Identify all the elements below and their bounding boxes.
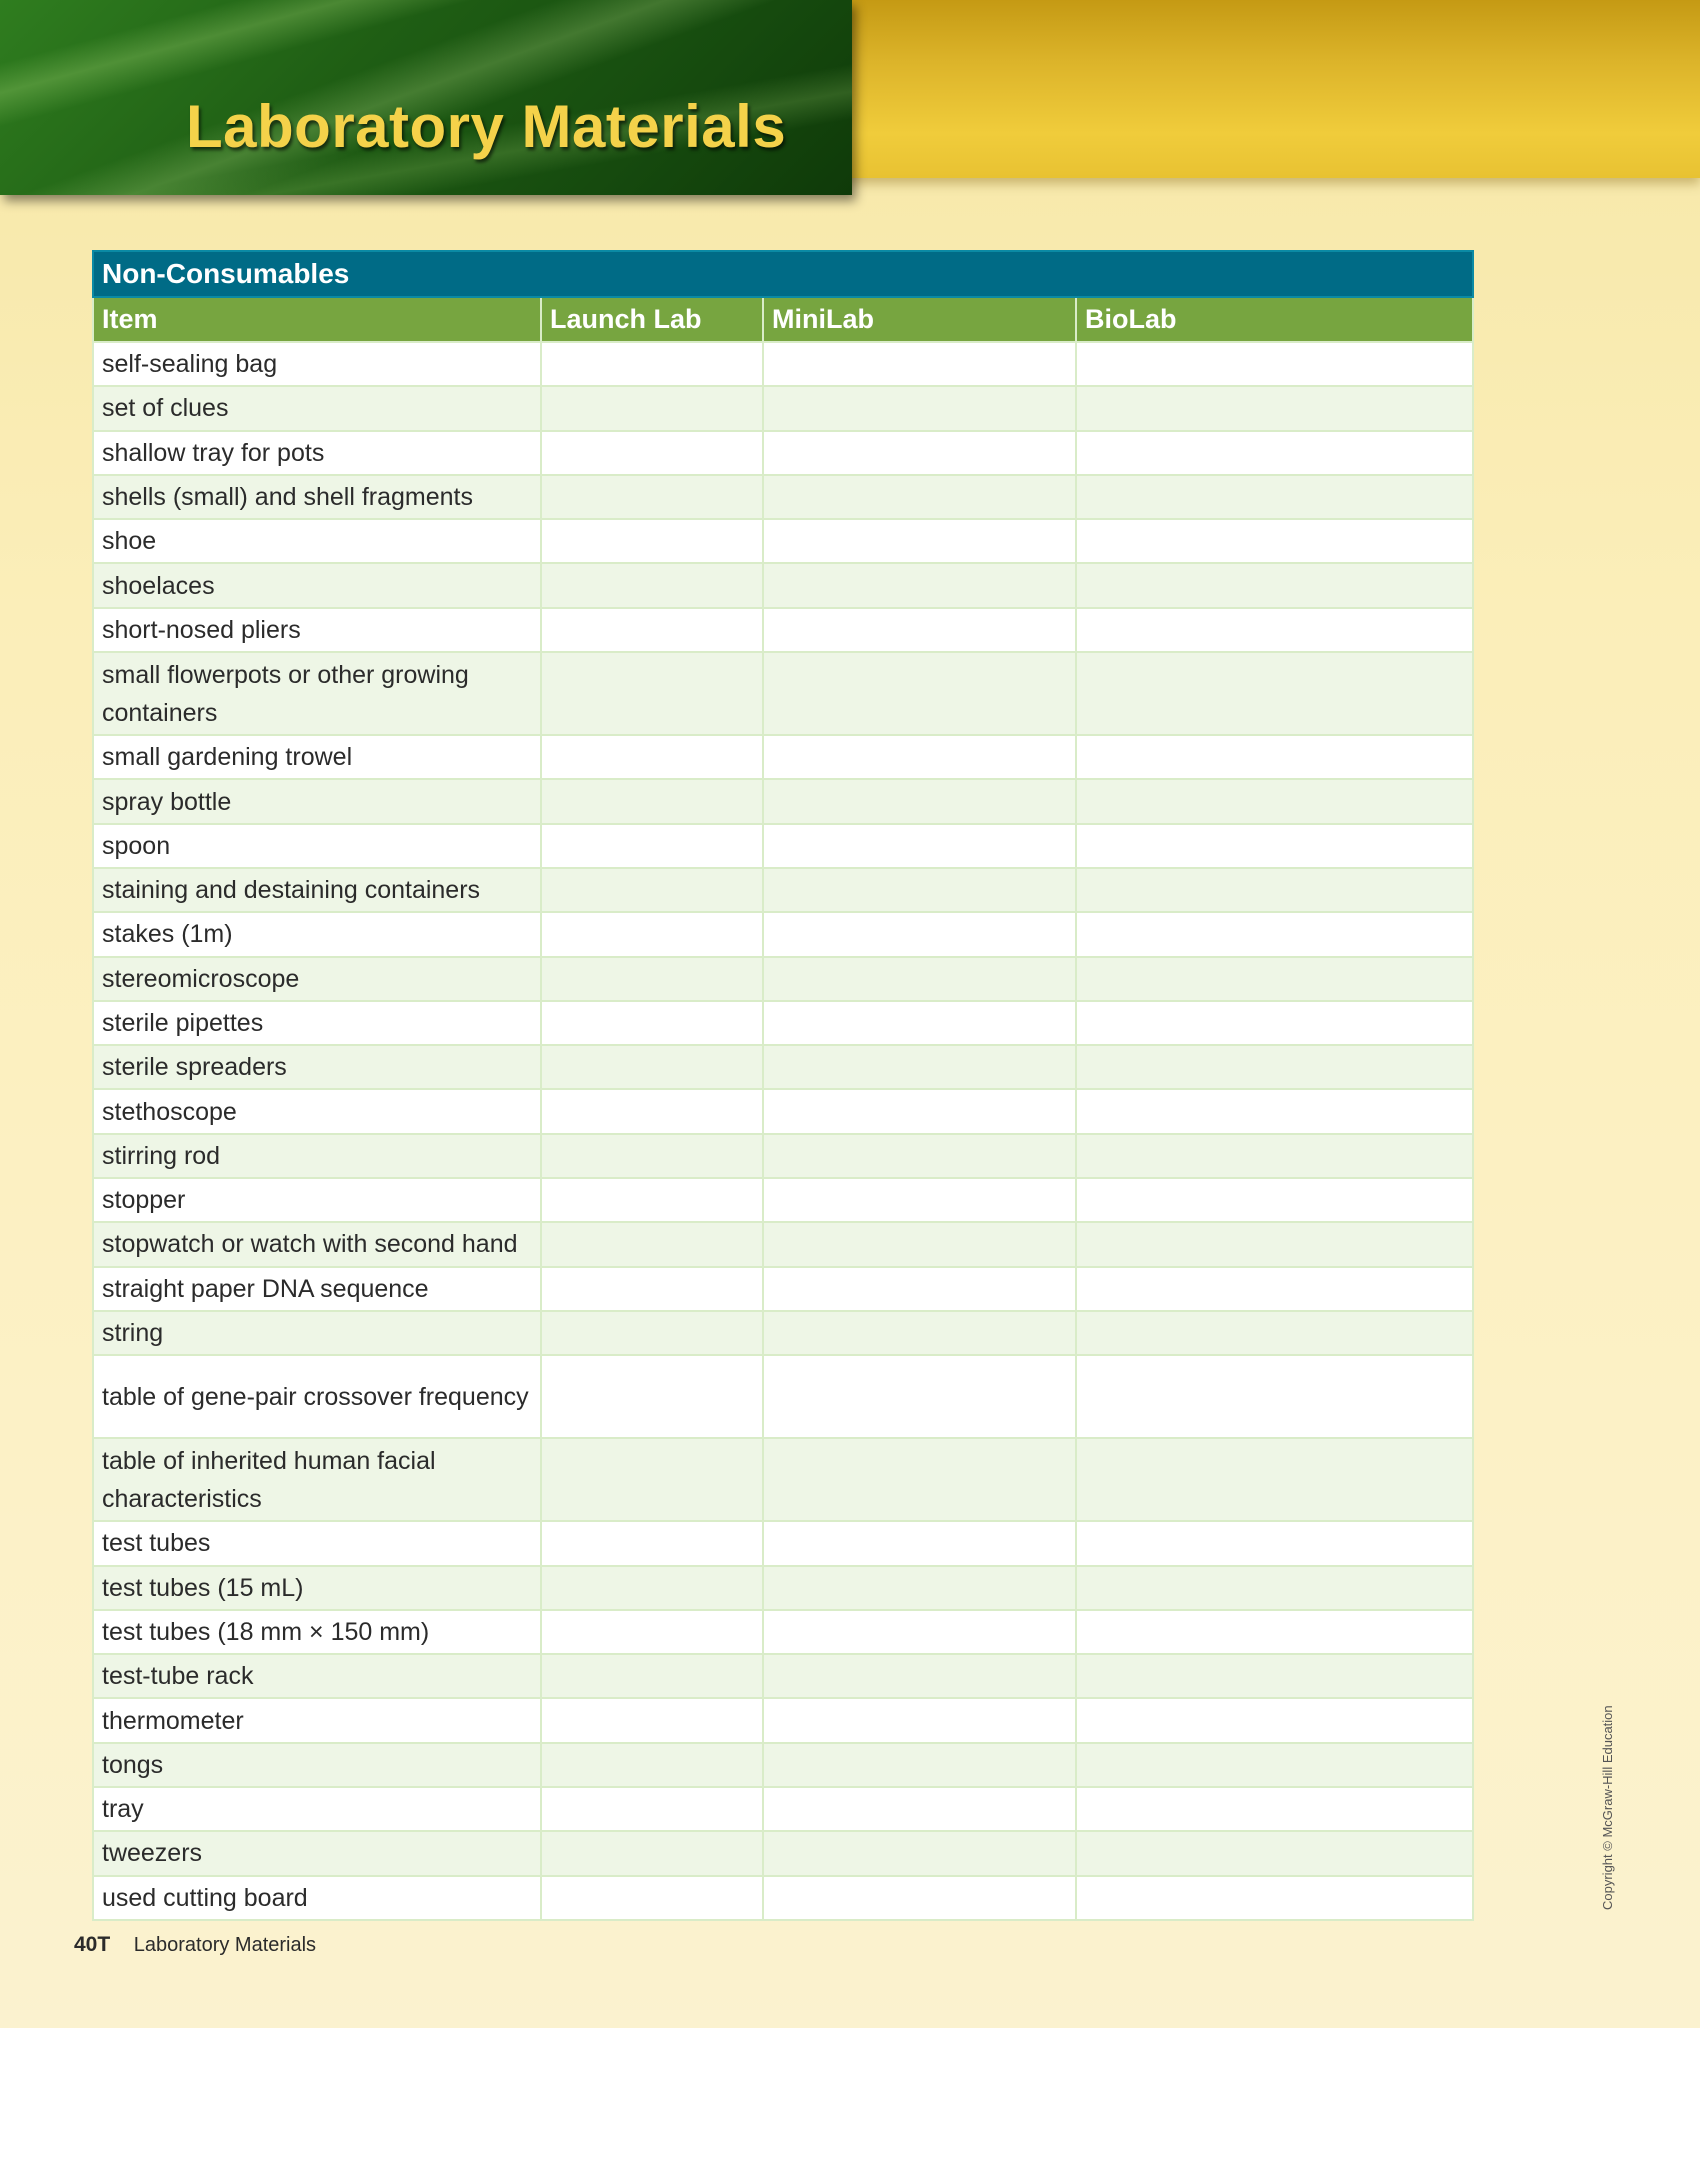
table-row: [93, 1521, 1473, 1565]
biolab-cell: [1076, 1654, 1473, 1698]
minilab-cell: [763, 563, 1076, 607]
launch-lab-cell: [541, 779, 763, 823]
item-cell: spoon: [93, 824, 541, 868]
item-cell: stereomicroscope: [93, 957, 541, 1001]
biolab-cell: [1076, 1222, 1473, 1266]
biolab-cell: [1076, 1267, 1473, 1311]
item-cell: tongs: [93, 1743, 541, 1787]
minilab-cell: [763, 868, 1076, 912]
launch-lab-cell: [541, 1045, 763, 1089]
minilab-cell: [763, 431, 1076, 475]
launch-lab-cell: [541, 1089, 763, 1133]
table-row: [93, 1876, 1473, 1920]
table-row: [93, 1089, 1473, 1133]
minilab-cell: [763, 1876, 1076, 1920]
biolab-cell: [1076, 912, 1473, 956]
minilab-cell: [763, 1311, 1076, 1355]
table-row: [93, 1743, 1473, 1787]
launch-lab-cell: [541, 563, 763, 607]
table-row: [93, 1654, 1473, 1698]
minilab-cell: [763, 912, 1076, 956]
minilab-cell: [763, 1521, 1076, 1565]
banner-leaf-panel: [0, 0, 852, 195]
launch-lab-cell: [541, 912, 763, 956]
launch-lab-cell: [541, 1222, 763, 1266]
table-row: [93, 608, 1473, 652]
minilab-cell: [763, 1566, 1076, 1610]
item-cell: stopper: [93, 1178, 541, 1222]
minilab-cell: [763, 1267, 1076, 1311]
biolab-cell: [1076, 779, 1473, 823]
minilab-cell: [763, 1743, 1076, 1787]
item-cell: set of clues: [93, 386, 541, 430]
item-cell: shallow tray for pots: [93, 431, 541, 475]
item-cell: tweezers: [93, 1831, 541, 1875]
biolab-cell: [1076, 1566, 1473, 1610]
item-cell: thermometer: [93, 1698, 541, 1742]
launch-lab-cell: [541, 652, 763, 735]
table-row: [93, 652, 1473, 735]
table-row: [93, 735, 1473, 779]
biolab-cell: [1076, 652, 1473, 735]
biolab-cell: [1076, 1134, 1473, 1178]
launch-lab-cell: [541, 608, 763, 652]
banner-gold-strip: [820, 0, 1700, 178]
table-row: [93, 475, 1473, 519]
minilab-cell: [763, 1654, 1076, 1698]
biolab-cell: [1076, 608, 1473, 652]
item-cell: shells (small) and shell fragments: [93, 475, 541, 519]
biolab-cell: [1076, 868, 1473, 912]
minilab-cell: [763, 824, 1076, 868]
page-number: 40T: [74, 1933, 111, 1956]
minilab-cell: [763, 1222, 1076, 1266]
biolab-cell: [1076, 1831, 1473, 1875]
item-cell: stirring rod: [93, 1134, 541, 1178]
table-row: [93, 1831, 1473, 1875]
biolab-cell: [1076, 342, 1473, 386]
item-cell: straight paper DNA sequence: [93, 1267, 541, 1311]
item-cell: stopwatch or watch with second hand: [93, 1222, 541, 1266]
column-header-minilab: MiniLab: [763, 297, 1076, 342]
table-row: [93, 1698, 1473, 1742]
table-row: [93, 824, 1473, 868]
biolab-cell: [1076, 1610, 1473, 1654]
launch-lab-cell: [541, 386, 763, 430]
table-row: [93, 1134, 1473, 1178]
biolab-cell: [1076, 1876, 1473, 1920]
minilab-cell: [763, 342, 1076, 386]
biolab-cell: [1076, 957, 1473, 1001]
biolab-cell: [1076, 1311, 1473, 1355]
page-title: Laboratory Materials: [186, 93, 787, 160]
minilab-cell: [763, 1134, 1076, 1178]
biolab-cell: [1076, 824, 1473, 868]
launch-lab-cell: [541, 1787, 763, 1831]
launch-lab-cell: [541, 1311, 763, 1355]
launch-lab-cell: [541, 1698, 763, 1742]
page-footer: [74, 1933, 316, 1957]
item-cell: small flowerpots or other growing containers: [93, 652, 541, 735]
table-row: [93, 1355, 1473, 1438]
launch-lab-cell: [541, 475, 763, 519]
section-title: Non-Consumables: [93, 251, 1473, 297]
table-row: [93, 1267, 1473, 1311]
section-header-row: [93, 251, 1473, 297]
launch-lab-cell: [541, 735, 763, 779]
minilab-cell: [763, 1438, 1076, 1521]
biolab-cell: [1076, 431, 1473, 475]
launch-lab-cell: [541, 957, 763, 1001]
minilab-cell: [763, 1698, 1076, 1742]
column-header-biolab: BioLab: [1076, 297, 1473, 342]
table-row: [93, 957, 1473, 1001]
materials-table: [92, 250, 1474, 1921]
table-row: [93, 1222, 1473, 1266]
minilab-cell: [763, 652, 1076, 735]
table-row: [93, 386, 1473, 430]
launch-lab-cell: [541, 519, 763, 563]
minilab-cell: [763, 1178, 1076, 1222]
minilab-cell: [763, 386, 1076, 430]
minilab-cell: [763, 1089, 1076, 1133]
minilab-cell: [763, 1831, 1076, 1875]
column-header-item: Item: [93, 297, 541, 342]
biolab-cell: [1076, 386, 1473, 430]
item-cell: stakes (1m): [93, 912, 541, 956]
launch-lab-cell: [541, 1267, 763, 1311]
running-title: Laboratory Materials: [133, 1934, 317, 1956]
item-cell: shoe: [93, 519, 541, 563]
launch-lab-cell: [541, 431, 763, 475]
minilab-cell: [763, 957, 1076, 1001]
table-row: [93, 1178, 1473, 1222]
minilab-cell: [763, 519, 1076, 563]
item-cell: test-tube rack: [93, 1654, 541, 1698]
biolab-cell: [1076, 1743, 1473, 1787]
launch-lab-cell: [541, 1654, 763, 1698]
minilab-cell: [763, 1045, 1076, 1089]
table-row: [93, 1566, 1473, 1610]
biolab-cell: [1076, 1178, 1473, 1222]
table-row: [93, 1438, 1473, 1521]
table-row: [93, 1311, 1473, 1355]
biolab-cell: [1076, 1089, 1473, 1133]
table-row: [93, 342, 1473, 386]
table-row: [93, 1787, 1473, 1831]
launch-lab-cell: [541, 1610, 763, 1654]
table-row: [93, 431, 1473, 475]
table-row: [93, 868, 1473, 912]
item-cell: used cutting board: [93, 1876, 541, 1920]
item-cell: small gardening trowel: [93, 735, 541, 779]
launch-lab-cell: [541, 1178, 763, 1222]
copyright-notice: Copyright © McGraw-Hill Education: [1600, 1705, 1615, 1910]
launch-lab-cell: [541, 342, 763, 386]
minilab-cell: [763, 1787, 1076, 1831]
item-cell: table of inherited human facial characteristics: [93, 1438, 541, 1521]
biolab-cell: [1076, 735, 1473, 779]
item-cell: stethoscope: [93, 1089, 541, 1133]
table-row: [93, 1045, 1473, 1089]
table-row: [93, 1610, 1473, 1654]
table-row: [93, 519, 1473, 563]
table-row: [93, 1001, 1473, 1045]
biolab-cell: [1076, 1001, 1473, 1045]
launch-lab-cell: [541, 1355, 763, 1438]
biolab-cell: [1076, 1787, 1473, 1831]
launch-lab-cell: [541, 1521, 763, 1565]
item-cell: shoelaces: [93, 563, 541, 607]
launch-lab-cell: [541, 1876, 763, 1920]
minilab-cell: [763, 1001, 1076, 1045]
biolab-cell: [1076, 1355, 1473, 1438]
item-cell: self-sealing bag: [93, 342, 541, 386]
minilab-cell: [763, 735, 1076, 779]
launch-lab-cell: [541, 868, 763, 912]
item-cell: test tubes (18 mm × 150 mm): [93, 1610, 541, 1654]
item-cell: staining and destaining containers: [93, 868, 541, 912]
launch-lab-cell: [541, 1134, 763, 1178]
launch-lab-cell: [541, 1001, 763, 1045]
table-row: [93, 779, 1473, 823]
item-cell: sterile pipettes: [93, 1001, 541, 1045]
item-cell: sterile spreaders: [93, 1045, 541, 1089]
biolab-cell: [1076, 475, 1473, 519]
item-cell: test tubes (15 mL): [93, 1566, 541, 1610]
biolab-cell: [1076, 1698, 1473, 1742]
item-cell: test tubes: [93, 1521, 541, 1565]
column-header-row: [93, 297, 1473, 342]
biolab-cell: [1076, 563, 1473, 607]
item-cell: tray: [93, 1787, 541, 1831]
minilab-cell: [763, 608, 1076, 652]
biolab-cell: [1076, 519, 1473, 563]
table-body: [93, 342, 1473, 1920]
minilab-cell: [763, 779, 1076, 823]
column-header-launch-lab: Launch Lab: [541, 297, 763, 342]
launch-lab-cell: [541, 1831, 763, 1875]
item-cell: short-nosed pliers: [93, 608, 541, 652]
item-cell: table of gene-pair crossover frequency: [93, 1355, 541, 1438]
table-row: [93, 912, 1473, 956]
item-cell: string: [93, 1311, 541, 1355]
launch-lab-cell: [541, 1566, 763, 1610]
launch-lab-cell: [541, 1438, 763, 1521]
biolab-cell: [1076, 1521, 1473, 1565]
item-cell: spray bottle: [93, 779, 541, 823]
table-row: [93, 563, 1473, 607]
biolab-cell: [1076, 1438, 1473, 1521]
minilab-cell: [763, 475, 1076, 519]
minilab-cell: [763, 1355, 1076, 1438]
launch-lab-cell: [541, 1743, 763, 1787]
minilab-cell: [763, 1610, 1076, 1654]
biolab-cell: [1076, 1045, 1473, 1089]
launch-lab-cell: [541, 824, 763, 868]
